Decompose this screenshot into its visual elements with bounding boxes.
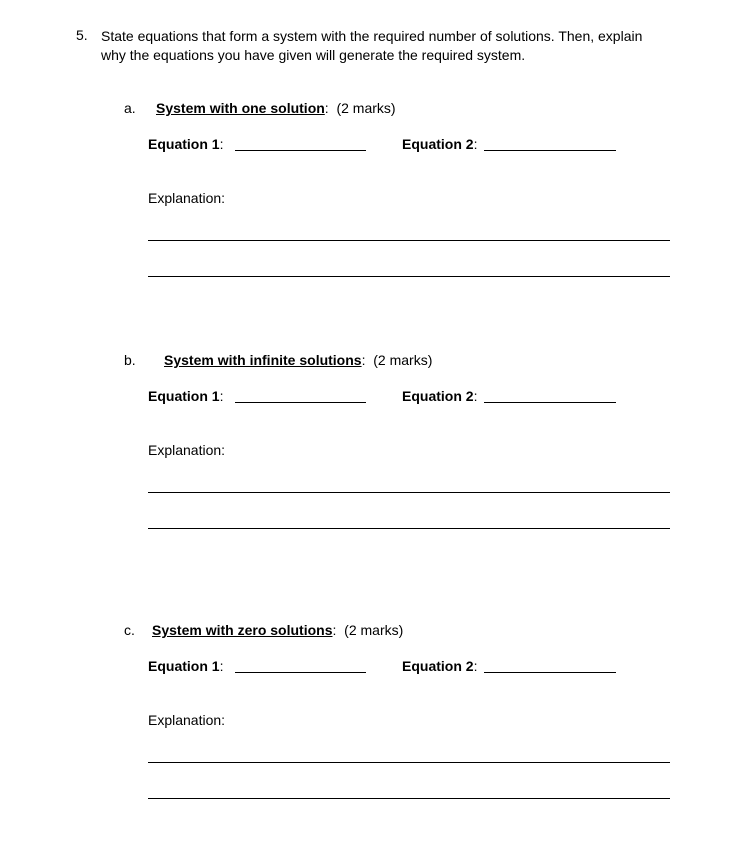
part-c-equation-1-label-colon: : — [219, 658, 224, 674]
part-c-equation-1-answer-line[interactable] — [235, 672, 366, 673]
part-b-heading — [164, 352, 432, 368]
part-c-explanation-line-1[interactable] — [148, 762, 670, 763]
part-a-heading-colon: : — [324, 100, 329, 116]
part-b-equation-1-label-colon: : — [219, 388, 224, 404]
question-number: 5. — [76, 27, 88, 43]
part-b-equation-2-label — [402, 388, 477, 404]
part-a-heading — [156, 100, 396, 116]
part-c-equation-2-label — [402, 658, 477, 674]
part-c-equation-2-label-colon: : — [473, 658, 478, 674]
part-a-equation-1-label-text: Equation 1 — [148, 136, 220, 152]
part-a-explanation-line-1[interactable] — [148, 240, 670, 241]
part-b-letter: b. — [124, 352, 136, 368]
part-c-equation-2-answer-line[interactable] — [484, 672, 616, 673]
part-c-letter: c. — [124, 622, 135, 638]
part-c-heading-colon: : — [332, 622, 337, 638]
part-a-equation-2-label-text: Equation 2 — [402, 136, 474, 152]
question-text-line-2: why the equations you have given will generate the required system. — [101, 47, 526, 63]
part-c-heading — [152, 622, 403, 638]
part-b-explanation-line-1[interactable] — [148, 492, 670, 493]
part-c-equation-2-label-text: Equation 2 — [402, 658, 474, 674]
part-c-explanation-line-2[interactable] — [148, 798, 670, 799]
part-a-marks: (2 marks) — [336, 100, 396, 116]
part-a-equation-2-label — [402, 136, 477, 152]
part-c-marks: (2 marks) — [344, 622, 404, 638]
part-b-equation-1-label-text: Equation 1 — [148, 388, 220, 404]
question-text — [101, 27, 642, 65]
part-b-heading-colon: : — [361, 352, 366, 368]
part-b-explanation-label: Explanation: — [148, 442, 226, 458]
part-a-heading-text: System with one solution — [156, 100, 325, 116]
part-b-equation-2-label-text: Equation 2 — [402, 388, 474, 404]
part-c-equation-1-label — [148, 658, 223, 674]
part-c-equation-1-label-text: Equation 1 — [148, 658, 220, 674]
part-a-equation-2-answer-line[interactable] — [484, 150, 616, 151]
part-a-explanation-line-2[interactable] — [148, 276, 670, 277]
part-b-equation-1-answer-line[interactable] — [235, 402, 366, 403]
part-a-equation-2-label-colon: : — [473, 136, 478, 152]
part-a-equation-1-label-colon: : — [219, 136, 224, 152]
part-a-equation-1-answer-line[interactable] — [235, 150, 366, 151]
part-b-heading-text: System with infinite solutions — [164, 352, 362, 368]
part-a-letter: a. — [124, 100, 136, 116]
part-a-explanation-label: Explanation: — [148, 190, 226, 206]
part-c-heading-text: System with zero solutions — [152, 622, 333, 638]
part-b-equation-1-label — [148, 388, 223, 404]
part-c-explanation-label: Explanation: — [148, 712, 226, 728]
part-b-equation-2-label-colon: : — [473, 388, 478, 404]
question-text-line-1: State equations that form a system with the required number of solutions. Then, explain — [101, 28, 643, 44]
part-a-equation-1-label — [148, 136, 223, 152]
part-b-equation-2-answer-line[interactable] — [484, 402, 616, 403]
part-b-marks: (2 marks) — [373, 352, 433, 368]
part-b-explanation-line-2[interactable] — [148, 528, 670, 529]
